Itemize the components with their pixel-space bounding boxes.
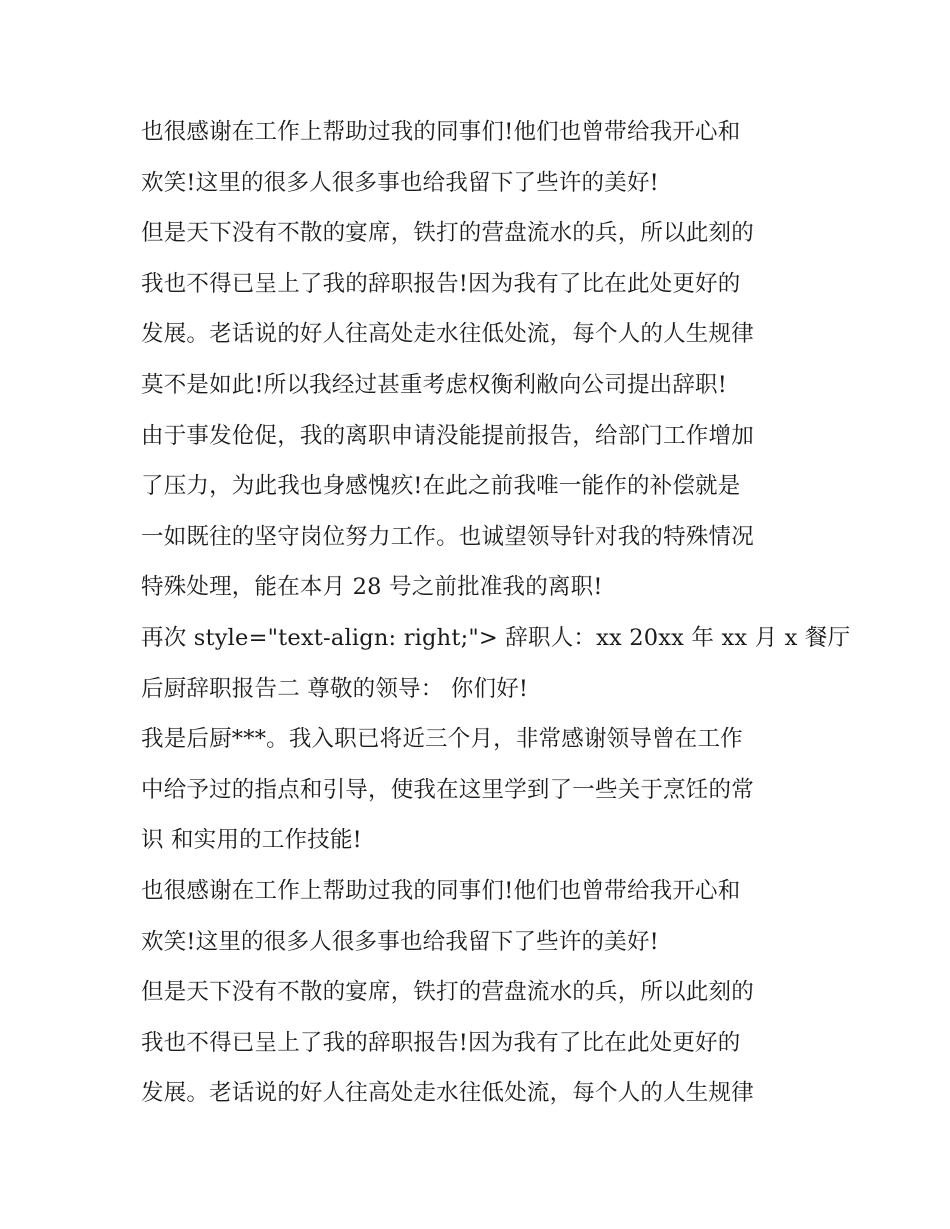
text-line: 欢笑!这里的很多人很多事也给我留下了些许的美好! — [141, 928, 659, 955]
text-line: 由于事发伧促，我的离职申请没能提前报告，给部门工作增加 — [141, 422, 754, 449]
text-line: 欢笑!这里的很多人很多事也给我留下了些许的美好! — [141, 169, 659, 196]
text-line: 了压力，为此我也身感愧疚!在此之前我唯一能作的补偿就是 — [141, 473, 741, 500]
text-line: 也很感谢在工作上帮助过我的同事们!他们也曾带给我开心和 — [141, 877, 741, 904]
text-line: 识 和实用的工作技能! — [141, 827, 362, 854]
text-line: 发展。老话说的好人往高处走水往低处流，每个人的人生规律 — [141, 1080, 754, 1107]
text-line: 特殊处理，能在本月 28 号之前批准我的离职! — [141, 574, 603, 601]
text-line: 一如既往的坚守岗位努力工作。也诚望领导针对我的特殊情况 — [141, 523, 754, 550]
text-line: 我是后厨***。我入职已将近三个月，非常感谢领导曾在工作 — [141, 726, 743, 753]
document-body — [141, 107, 851, 1119]
text-line: 后厨辞职报告二 尊敬的领导： 你们好! — [141, 675, 529, 702]
text-line: 但是天下没有不散的宴席，铁打的营盘流水的兵，所以此刻的 — [141, 979, 754, 1006]
text-line: 中给予过的指点和引导，使我在这里学到了一些关于烹饪的常 — [141, 776, 754, 803]
text-line: 我也不得已呈上了我的辞职报告!因为我有了比在此处更好的 — [141, 1029, 741, 1056]
text-line: 但是天下没有不散的宴席，铁打的营盘流水的兵，所以此刻的 — [141, 220, 754, 247]
text-line: 我也不得已呈上了我的辞职报告!因为我有了比在此处更好的 — [141, 270, 741, 297]
text-line: 也很感谢在工作上帮助过我的同事们!他们也曾带给我开心和 — [141, 119, 741, 145]
text-line: 再次 style="text-align: right;"> 辞职人：xx 20xx 年 xx 月 x 餐厅 — [141, 624, 851, 651]
text-line: 莫不是如此!所以我经过甚重考虑权衡利敝向公司提出辞职! — [141, 371, 727, 398]
text-line: 发展。老话说的好人往高处走水往低处流，每个人的人生规律 — [141, 321, 754, 348]
